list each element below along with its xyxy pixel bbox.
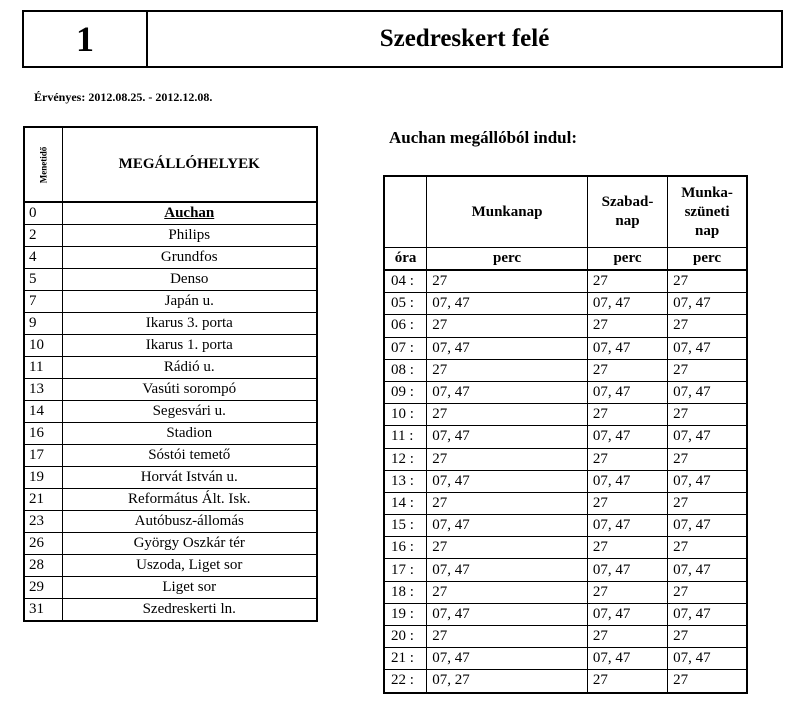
- stop-row: [24, 599, 317, 622]
- departure-row: [384, 404, 747, 426]
- departure-hour: 14 :: [384, 492, 427, 514]
- stop-name: Horvát István u.: [62, 467, 317, 489]
- departure-row: [384, 603, 747, 625]
- workday-minutes: 07, 47: [427, 426, 588, 448]
- departure-row: [384, 359, 747, 381]
- departure-hour: 04 :: [384, 270, 427, 293]
- saturday-minutes: 07, 47: [587, 648, 667, 670]
- departure-hour: 18 :: [384, 581, 427, 603]
- stop-row: [24, 555, 317, 577]
- stop-row: [24, 533, 317, 555]
- departure-hour: 10 :: [384, 404, 427, 426]
- departure-row: [384, 315, 747, 337]
- holiday-minutes: 27: [668, 359, 747, 381]
- holiday-minutes: 27: [668, 448, 747, 470]
- stop-name: Szedreskerti ln.: [62, 599, 317, 622]
- route-header: [22, 10, 783, 68]
- stop-row: [24, 357, 317, 379]
- saturday-minutes: 27: [587, 448, 667, 470]
- saturday-minutes: 27: [587, 626, 667, 648]
- stop-row: [24, 291, 317, 313]
- stop-travel-minutes: 5: [24, 269, 62, 291]
- stop-name: Ikarus 1. porta: [62, 335, 317, 357]
- saturday-minutes: 27: [587, 359, 667, 381]
- departure-hour: 20 :: [384, 626, 427, 648]
- stop-name: Japán u.: [62, 291, 317, 313]
- stop-name: Autóbusz-állomás: [62, 511, 317, 533]
- departure-row: [384, 648, 747, 670]
- stop-row: [24, 401, 317, 423]
- stop-row: [24, 247, 317, 269]
- holiday-minutes: 27: [668, 270, 747, 293]
- holiday-minutes: 07, 47: [668, 470, 747, 492]
- departure-row: [384, 448, 747, 470]
- stop-travel-minutes: 21: [24, 489, 62, 511]
- stop-row: [24, 467, 317, 489]
- stop-travel-minutes: 0: [24, 202, 62, 225]
- workday-unit-label: perc: [427, 248, 588, 271]
- stop-row: [24, 489, 317, 511]
- stop-row: [24, 379, 317, 401]
- workday-minutes: 07, 47: [427, 293, 588, 315]
- departure-hour: 17 :: [384, 559, 427, 581]
- hour-unit-label: óra: [384, 248, 427, 271]
- workday-minutes: 07, 47: [427, 515, 588, 537]
- holiday-minutes: 07, 47: [668, 381, 747, 403]
- holiday-minutes: 27: [668, 581, 747, 603]
- stop-row: [24, 445, 317, 467]
- departure-hour: 16 :: [384, 537, 427, 559]
- holiday-minutes: 07, 47: [668, 559, 747, 581]
- workday-minutes: 27: [427, 404, 588, 426]
- workday-minutes: 27: [427, 581, 588, 603]
- workday-minutes: 27: [427, 492, 588, 514]
- stop-name: Ikarus 3. porta: [62, 313, 317, 335]
- workday-minutes: 27: [427, 359, 588, 381]
- stop-name: Segesvári u.: [62, 401, 317, 423]
- stops-table: [23, 126, 318, 622]
- stop-row: [24, 577, 317, 599]
- saturday-minutes: 07, 47: [587, 293, 667, 315]
- workday-minutes: 27: [427, 270, 588, 293]
- workday-header: Munkanap: [427, 176, 588, 248]
- stop-name: Auchan: [62, 202, 317, 225]
- stop-travel-minutes: 14: [24, 401, 62, 423]
- stop-travel-minutes: 19: [24, 467, 62, 489]
- stop-name: Stadion: [62, 423, 317, 445]
- holiday-minutes: 07, 47: [668, 293, 747, 315]
- departure-hour: 13 :: [384, 470, 427, 492]
- stop-row: [24, 313, 317, 335]
- saturday-unit-label: perc: [587, 248, 667, 271]
- departure-hour: 21 :: [384, 648, 427, 670]
- departure-row: [384, 270, 747, 293]
- stop-travel-minutes: 23: [24, 511, 62, 533]
- saturday-minutes: 27: [587, 581, 667, 603]
- stop-travel-minutes: 4: [24, 247, 62, 269]
- workday-minutes: 07, 47: [427, 603, 588, 625]
- saturday-minutes: 07, 47: [587, 426, 667, 448]
- stop-name: Grundfos: [62, 247, 317, 269]
- holiday-minutes: 27: [668, 315, 747, 337]
- timetable-subtitle: Auchan megállóból indul:: [389, 128, 577, 147]
- departure-hour: 22 :: [384, 670, 427, 693]
- holiday-header: Munka- szüneti nap: [668, 176, 747, 248]
- departure-row: [384, 492, 747, 514]
- saturday-minutes: 07, 47: [587, 337, 667, 359]
- travel-time-header: Menetidő: [24, 127, 62, 202]
- saturday-minutes: 27: [587, 492, 667, 514]
- holiday-minutes: 27: [668, 670, 747, 693]
- departure-hour: 19 :: [384, 603, 427, 625]
- saturday-minutes: 27: [587, 270, 667, 293]
- departure-hour: 15 :: [384, 515, 427, 537]
- stop-travel-minutes: 17: [24, 445, 62, 467]
- stop-row: [24, 423, 317, 445]
- holiday-minutes: 27: [668, 404, 747, 426]
- stop-name: Sóstói temető: [62, 445, 317, 467]
- workday-minutes: 27: [427, 626, 588, 648]
- saturday-minutes: 07, 47: [587, 470, 667, 492]
- stop-row: [24, 225, 317, 247]
- stop-row: [24, 202, 317, 225]
- stop-name: Uszoda, Liget sor: [62, 555, 317, 577]
- stop-travel-minutes: 16: [24, 423, 62, 445]
- holiday-minutes: 07, 47: [668, 648, 747, 670]
- departure-row: [384, 626, 747, 648]
- departure-row: [384, 537, 747, 559]
- stop-travel-minutes: 2: [24, 225, 62, 247]
- saturday-minutes: 27: [587, 537, 667, 559]
- stop-name: György Oszkár tér: [62, 533, 317, 555]
- departure-row: [384, 581, 747, 603]
- stop-row: [24, 269, 317, 291]
- saturday-minutes: 07, 47: [587, 515, 667, 537]
- departure-row: [384, 293, 747, 315]
- saturday-minutes: 27: [587, 404, 667, 426]
- departure-row: [384, 670, 747, 693]
- saturday-minutes: 07, 47: [587, 381, 667, 403]
- workday-minutes: 07, 27: [427, 670, 588, 693]
- stop-travel-minutes: 9: [24, 313, 62, 335]
- stop-name: Rádió u.: [62, 357, 317, 379]
- stop-row: [24, 335, 317, 357]
- hour-header-blank: [384, 176, 427, 248]
- workday-minutes: 27: [427, 448, 588, 470]
- holiday-minutes: 07, 47: [668, 426, 747, 448]
- holiday-minutes: 27: [668, 626, 747, 648]
- departure-hour: 05 :: [384, 293, 427, 315]
- departure-row: [384, 426, 747, 448]
- departure-hour: 08 :: [384, 359, 427, 381]
- stop-travel-minutes: 28: [24, 555, 62, 577]
- validity-period: Érvényes: 2012.08.25. - 2012.12.08.: [34, 90, 213, 104]
- stop-name: Vasúti sorompó: [62, 379, 317, 401]
- departure-row: [384, 470, 747, 492]
- stop-travel-minutes: 11: [24, 357, 62, 379]
- holiday-minutes: 27: [668, 537, 747, 559]
- stop-travel-minutes: 31: [24, 599, 62, 622]
- departures-table: [383, 175, 748, 694]
- holiday-unit-label: perc: [668, 248, 747, 271]
- departure-row: [384, 381, 747, 403]
- departure-hour: 12 :: [384, 448, 427, 470]
- workday-minutes: 07, 47: [427, 470, 588, 492]
- stops-header: MEGÁLLÓHELYEK: [62, 127, 317, 202]
- saturday-minutes: 27: [587, 670, 667, 693]
- departure-row: [384, 559, 747, 581]
- workday-minutes: 27: [427, 537, 588, 559]
- saturday-minutes: 07, 47: [587, 559, 667, 581]
- saturday-minutes: 07, 47: [587, 603, 667, 625]
- departure-hour: 11 :: [384, 426, 427, 448]
- departure-row: [384, 337, 747, 359]
- workday-minutes: 07, 47: [427, 381, 588, 403]
- stop-travel-minutes: 10: [24, 335, 62, 357]
- holiday-minutes: 07, 47: [668, 603, 747, 625]
- workday-minutes: 07, 47: [427, 559, 588, 581]
- holiday-minutes: 07, 47: [668, 515, 747, 537]
- holiday-minutes: 27: [668, 492, 747, 514]
- workday-minutes: 07, 47: [427, 337, 588, 359]
- direction-title: Szedreskert felé: [379, 25, 550, 52]
- stop-travel-minutes: 26: [24, 533, 62, 555]
- stop-row: [24, 511, 317, 533]
- stop-name: Református Ált. Isk.: [62, 489, 317, 511]
- stop-travel-minutes: 29: [24, 577, 62, 599]
- departure-hour: 07 :: [384, 337, 427, 359]
- workday-minutes: 07, 47: [427, 648, 588, 670]
- workday-minutes: 27: [427, 315, 588, 337]
- departure-hour: 06 :: [384, 315, 427, 337]
- line-number: 1: [24, 12, 148, 66]
- stop-travel-minutes: 7: [24, 291, 62, 313]
- holiday-minutes: 07, 47: [668, 337, 747, 359]
- stop-travel-minutes: 13: [24, 379, 62, 401]
- saturday-minutes: 27: [587, 315, 667, 337]
- departure-row: [384, 515, 747, 537]
- departure-hour: 09 :: [384, 381, 427, 403]
- stop-name: Liget sor: [62, 577, 317, 599]
- saturday-header: Szabad- nap: [587, 176, 667, 248]
- stop-name: Denso: [62, 269, 317, 291]
- stop-name: Philips: [62, 225, 317, 247]
